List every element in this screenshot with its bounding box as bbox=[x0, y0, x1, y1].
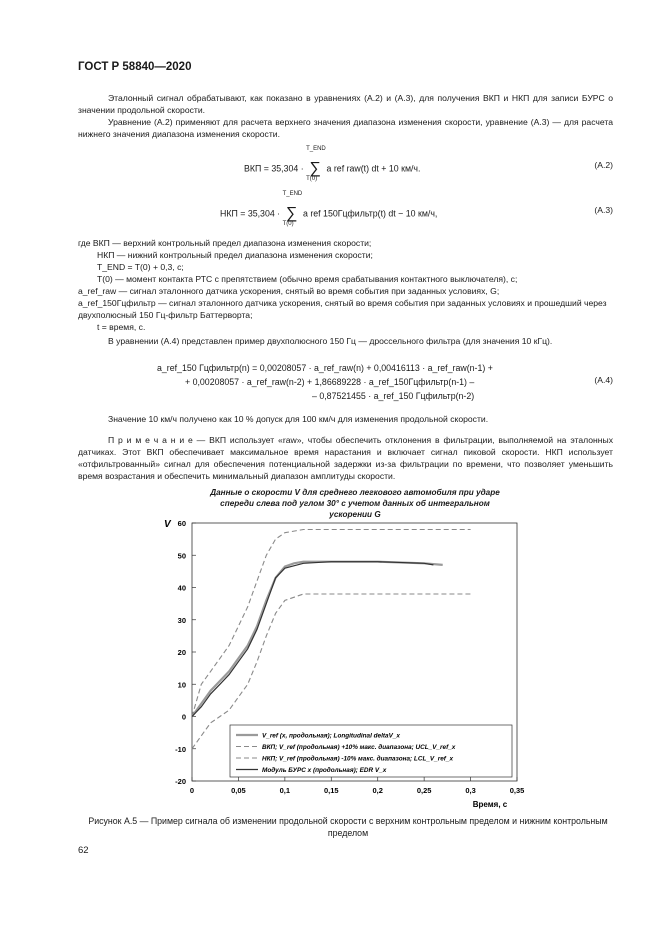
x-tick-label: 0 bbox=[189, 786, 195, 795]
paragraph-1: Эталонный сигнал обрабатывают, как показано в уравнениях (А.2) и (А.3), для получения ВКП и НКП для записи БУРС о значении продольной скорости. bbox=[78, 93, 613, 115]
x-tick-label: 0,1 bbox=[279, 786, 291, 795]
paragraph-2: Уравнение (А.2) применяют для расчета верхнего значения диапазона изменения скорости, уравнение (А.3) — для расчета нижнего значения диапазона изменения скорости. bbox=[78, 117, 613, 139]
chart-legend bbox=[230, 725, 512, 777]
eq-a4-number: (А.4) bbox=[594, 375, 613, 385]
eq-a4-line-2: + 0,00208057 · a_ref_raw(n-2) + 1,86689228 · a_ref_150Гцфильтр(n-1) – bbox=[185, 377, 475, 387]
definition-item: t = время, с. bbox=[97, 322, 146, 332]
x-axis-label: Время, с bbox=[472, 800, 508, 809]
equation-a3 bbox=[220, 191, 438, 227]
eq-a3-number: (А.3) bbox=[594, 205, 613, 215]
velocity-chart bbox=[150, 515, 530, 815]
y-tick-label: 60 bbox=[177, 519, 186, 528]
definitions-list bbox=[78, 237, 618, 333]
eq-a3-lhs: НКП = 35,304 · bbox=[220, 208, 281, 219]
x-tick-label: 0,35 bbox=[509, 786, 525, 795]
y-tick-label: 20 bbox=[177, 648, 186, 657]
eq-a4-line-3: – 0,87521455 · a_ref_150 Гцфильтр(n-2) bbox=[312, 391, 475, 401]
eq-a2-sum-bottom: T(0) bbox=[306, 176, 318, 182]
sum-symbol-icon: ∑ bbox=[309, 160, 321, 177]
page-number: 62 bbox=[78, 845, 89, 856]
x-tick-label: 0,25 bbox=[416, 786, 432, 795]
paragraph-4: Значение 10 км/ч получено как 10 % допуск для 100 км/ч для изменения продольной скорости. bbox=[108, 414, 489, 424]
x-tick-label: 0,05 bbox=[231, 786, 246, 795]
definition-item: T_END = T(0) + 0,3, с; bbox=[97, 262, 184, 272]
equation-a4 bbox=[157, 361, 493, 403]
x-tick-label: 0,15 bbox=[323, 786, 339, 795]
eq-a3-body: a ref 150Гцфильтр(t) dt − 10 км/ч, bbox=[303, 208, 438, 219]
document-header: ГОСТ Р 58840—2020 bbox=[78, 61, 192, 73]
y-tick-label: 30 bbox=[177, 615, 186, 625]
eq-a2-body: a ref raw(t) dt + 10 км/ч. bbox=[326, 163, 421, 174]
y-tick-label: 50 bbox=[177, 551, 186, 561]
y-tick-label: 0 bbox=[181, 712, 186, 722]
definition-item: где ВКП — верхний контрольный предел диапазона изменения скорости; bbox=[78, 238, 372, 248]
legend-label: Модуль БУРС x (продольная); EDR V_x bbox=[262, 767, 387, 774]
legend-label: НКП; V_ref (продольная) -10% макс. диапазона; LCL_V_ref_x bbox=[262, 755, 454, 763]
y-tick-label: -10 bbox=[175, 744, 186, 754]
y-axis-label: V bbox=[164, 519, 171, 530]
definition-item: T(0) — момент контакта РТС с препятствием (обычно время срабатывания контактного выключателя), с; bbox=[97, 274, 518, 284]
y-tick-label: 10 bbox=[177, 680, 186, 690]
x-tick-label: 0,3 bbox=[465, 786, 476, 795]
eq-a4-line-1: a_ref_150 Гцфильтр(n) = 0,00208057 · a_ref_raw(n) + 0,00416113 · a_ref_raw(n-1) + bbox=[157, 363, 493, 373]
definition-item: a_ref_raw — сигнал эталонного датчика ускорения, снятый во время события при заданных условиях, G; bbox=[78, 286, 500, 296]
equation-a2 bbox=[244, 146, 421, 182]
eq-a3-sum-bottom: T(0) bbox=[282, 221, 294, 227]
eq-a2-lhs: ВКП = 35,304 · bbox=[244, 163, 304, 174]
definition-item: НКП — нижний контрольный предел диапазона изменения скорости; bbox=[97, 250, 373, 260]
eq-a2-sum-top: T_END bbox=[306, 146, 326, 152]
eq-a3-sum-top: T_END bbox=[282, 191, 303, 197]
note-paragraph: П р и м е ч а н и е — ВКП использует «raw», чтобы обеспечить отклонения в фильтрации, выполняемой на эталонных датчиках. Этот ВКП обеспечивает максимальное время нарастания и включает сигнал пиковой скорости. НКП использует «отфильтрованный» сигнал для обеспечения потенциальной задержки из-за фильтрации по времени, что позволяет уменьшить время возрастания и обеспечить минимальный диапазон амплитуды скорости. bbox=[78, 435, 613, 481]
y-tick-label: 40 bbox=[177, 583, 186, 593]
definition-item: a_ref_150Гцфильтр — сигнал эталонного датчика ускорения, снятый во время события при заданных условиях и прошедший через двухполюсный 150 Гц-фильтр Баттерворта; bbox=[78, 298, 607, 320]
legend-label: V_ref (x, продольная); Longitudinal deltaV_x bbox=[262, 732, 400, 740]
x-tick-label: 0,2 bbox=[372, 786, 383, 795]
legend-label: ВКП; V_ref (продольная) +10% макс. диапазона; UCL_V_ref_x bbox=[262, 744, 456, 751]
paragraph-3: В уравнении (А.4) представлен пример двухполюсного 150 Гц — дроссельного фильтра (для значения 10 кГц). bbox=[108, 336, 553, 346]
eq-a2-number: (А.2) bbox=[594, 160, 613, 170]
y-tick-label: -20 bbox=[175, 777, 186, 786]
figure-caption: Рисунок А.5 — Пример сигнала об изменении продольной скорости с верхним контрольным пределом и нижним контрольным пределом bbox=[88, 816, 608, 838]
chart-title: Данные о скорости V для среднего легкового автомобиля при ударе спереди слева под углом 30° с учетом данных об интегральном ускорении G bbox=[210, 488, 500, 519]
sum-symbol-icon: ∑ bbox=[285, 205, 298, 222]
